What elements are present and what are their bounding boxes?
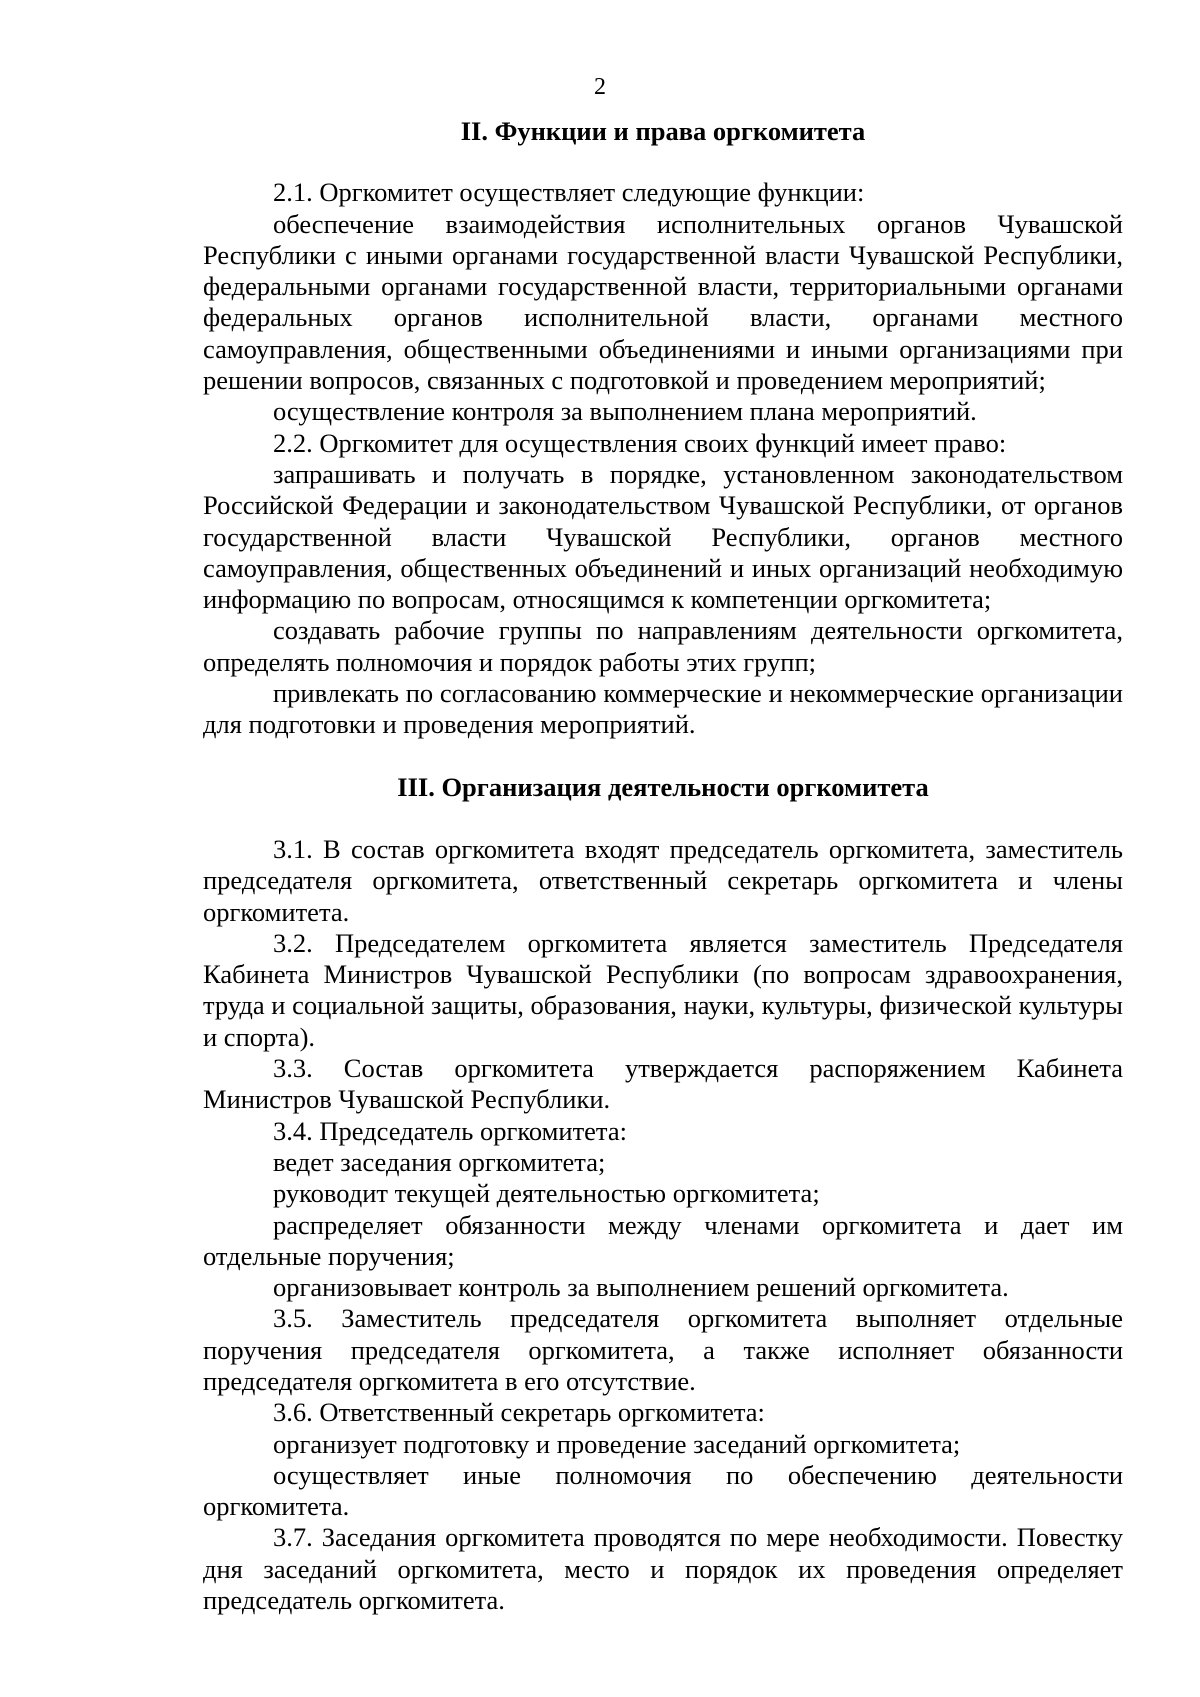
paragraph-2-2-a: запрашивать и получать в порядке, установленном законодательством Российской Федерации и законодательством Чувашской Республики, от органов государственной власти Чувашской Республики, органов местного самоуправления, общественных объединений и иных организаций необходимую информацию по вопросам, относящимся к компетенции оргкомитета; <box>203 458 1123 615</box>
paragraph-3-3: 3.3. Состав оргкомитета утверждается распоряжением Кабинета Министров Чувашской Республики. <box>203 1053 1123 1115</box>
paragraph-3-2: 3.2. Председателем оргкомитета является заместитель Председателя Кабинета Министров Чувашской Республики (по вопросам здравоохранения, труда и социальной защиты, образования, науки, культуры, физической культуры и спорта). <box>203 927 1123 1052</box>
paragraph-2-2-b: создавать рабочие группы по направлениям деятельности оргкомитета, определять полномочия и порядок работы этих групп; <box>203 615 1123 677</box>
document-body <box>203 116 1123 1616</box>
paragraph-2-2-c: привлекать по согласованию коммерческие и некоммерческие организации для подготовки и проведения мероприятий. <box>203 678 1123 740</box>
paragraph-3-6-b: осуществляет иные полномочия по обеспечению деятельности оргкомитета. <box>203 1459 1123 1522</box>
paragraph-3-7: 3.7. Заседания оргкомитета проводятся по мере необходимости. Повестку дня заседаний оргкомитета, место и порядок их проведения определяет председатель оргкомитета. <box>203 1522 1123 1616</box>
spacer <box>203 803 1123 834</box>
paragraph-2-1-a: обеспечение взаимодействия исполнительных органов Чувашской Республики с иными органами государственной власти Чувашской Республики, федеральными органами государственной власти, территориальными органами федеральных органов исполнительной власти, органами местного самоуправления, общественными объединениями и иными организациями при решении вопросов, связанных с подготовкой и проведением мероприятий; <box>203 208 1123 396</box>
paragraph-3-4-c: распределяет обязанности между членами оргкомитета и дает им отдельные поручения; <box>203 1209 1123 1271</box>
paragraph-2-1-b: осуществление контроля за выполнением плана мероприятий. <box>273 396 977 427</box>
paragraph-3-4-b: руководит текущей деятельностью оргкомитета; <box>273 1178 820 1209</box>
spacer <box>203 741 1123 772</box>
section-3-heading: III. Организация деятельности оргкомитета <box>397 771 929 802</box>
paragraph-2-1: 2.1. Оргкомитет осуществляет следующие функции: <box>273 177 865 208</box>
paragraph-3-6-a: организует подготовку и проведение заседаний оргкомитета; <box>273 1428 961 1459</box>
paragraph-3-1: 3.1. В состав оргкомитета входят председатель оргкомитета, заместитель председателя оргкомитета, ответственный секретарь оргкомитета и члены оргкомитета. <box>203 833 1123 927</box>
paragraph-3-6: 3.6. Ответственный секретарь оргкомитета: <box>273 1397 765 1428</box>
paragraph-3-4-d: организовывает контроль за выполнением решений оргкомитета. <box>273 1272 1009 1303</box>
paragraph-3-4: 3.4. Председатель оргкомитета: <box>273 1115 627 1146</box>
paragraph-2-2: 2.2. Оргкомитет для осуществления своих функций имеет право: <box>273 427 1007 458</box>
paragraph-3-4-a: ведет заседания оргкомитета; <box>273 1146 606 1177</box>
spacer <box>203 147 1123 177</box>
page-number: 2 <box>594 74 606 100</box>
section-2-heading: II. Функции и права оргкомитета <box>460 116 866 146</box>
paragraph-3-5: 3.5. Заместитель председателя оргкомитета выполняет отдельные поручения председателя оргкомитета, а также исполняет обязанности председателя оргкомитета в его отсутствие. <box>203 1303 1123 1396</box>
